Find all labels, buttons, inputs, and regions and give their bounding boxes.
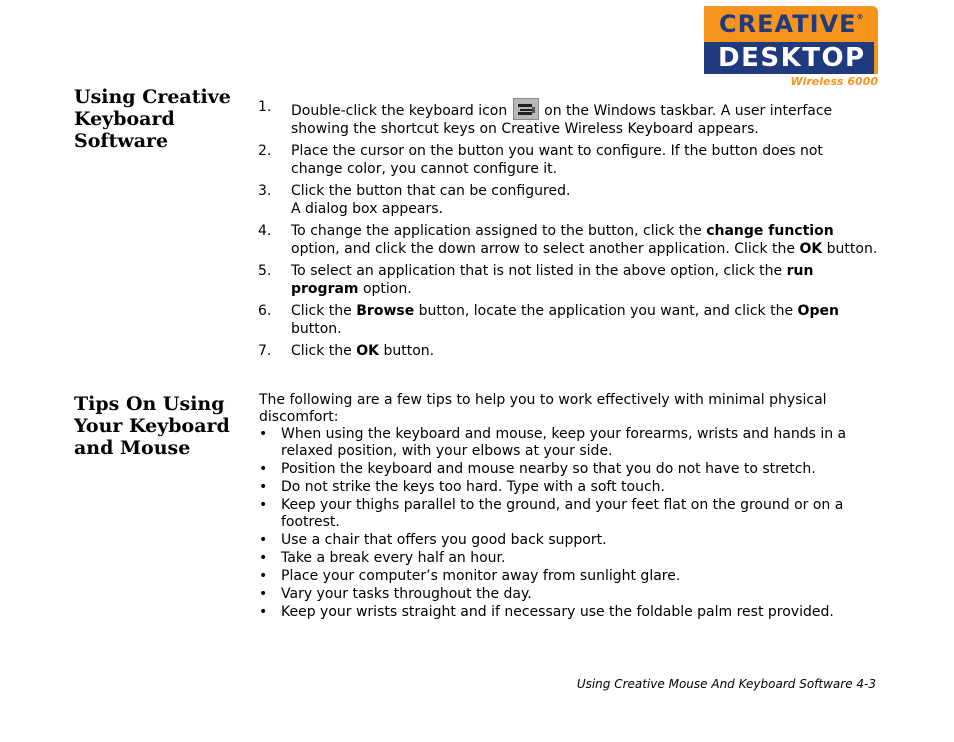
- creative-desktop-logo: [704, 6, 878, 88]
- list-item: • Use a chair that offers you good back support.: [259, 532, 607, 548]
- step-item: 5. To select an application that is not listed in the above option, click the run program option.: [258, 263, 814, 297]
- step-item: 4. To change the application assigned to the button, click the change function option, and click the down arrow to select another application. Click the OK button.: [258, 223, 878, 257]
- step-item: 6. Click the Browse button, locate the application you want, and click the Open button.: [258, 303, 839, 337]
- list-item: • Take a break every half an hour.: [259, 550, 506, 566]
- tips-list: [259, 426, 879, 622]
- list-item: • Keep your thighs parallel to the ground, and your feet flat on the ground or on a footrest.: [259, 497, 844, 530]
- list-item: • When using the keyboard and mouse, keep your forearms, wrists and hands in a relaxed position, with your elbows at your side.: [259, 426, 847, 459]
- logo-brand: CREATIVE ®: [719, 10, 865, 38]
- logo-product-band: [704, 42, 874, 74]
- section-heading-tips: Tips On Using Your Keyboard and Mouse: [74, 393, 230, 459]
- list-item: • Place your computer’s monitor away from sunlight glare.: [259, 568, 681, 584]
- section-heading-keyboard-software: Using Creative Keyboard Software: [74, 86, 231, 152]
- step-item: 7. Click the OK button.: [258, 343, 435, 359]
- page-footer: Using Creative Mouse And Keyboard Software 4-3: [576, 677, 876, 691]
- keyboard-icon: [513, 98, 539, 120]
- list-item: • Vary your tasks throughout the day.: [259, 586, 532, 602]
- logo-accent: [874, 42, 878, 74]
- step-item: 3. Click the button that can be configured. A dialog box appears.: [258, 183, 571, 217]
- list-item: • Do not strike the keys too hard. Type with a soft touch.: [259, 479, 665, 495]
- list-item: • Position the keyboard and mouse nearby so that you do not have to stretch.: [259, 461, 816, 477]
- logo-product: DESKTOP: [718, 43, 866, 73]
- tips-intro: The following are a few tips to help you to work effectively with minimal physical discomfort:: [259, 392, 827, 425]
- logo-model: Wireless 6000: [790, 75, 878, 88]
- logo-brand-band: [704, 6, 878, 42]
- step-item: 2. Place the cursor on the button you want to configure. If the button does not change color, you cannot configure it.: [258, 143, 823, 177]
- list-item: • Keep your wrists straight and if necessary use the foldable palm rest provided.: [259, 604, 834, 620]
- steps-list: [258, 98, 878, 364]
- step-item: 1. Double-click the keyboard icon on the Windows taskbar. A user interface showing the shortcut keys on Creative Wireless Keyboard appears.: [258, 99, 833, 137]
